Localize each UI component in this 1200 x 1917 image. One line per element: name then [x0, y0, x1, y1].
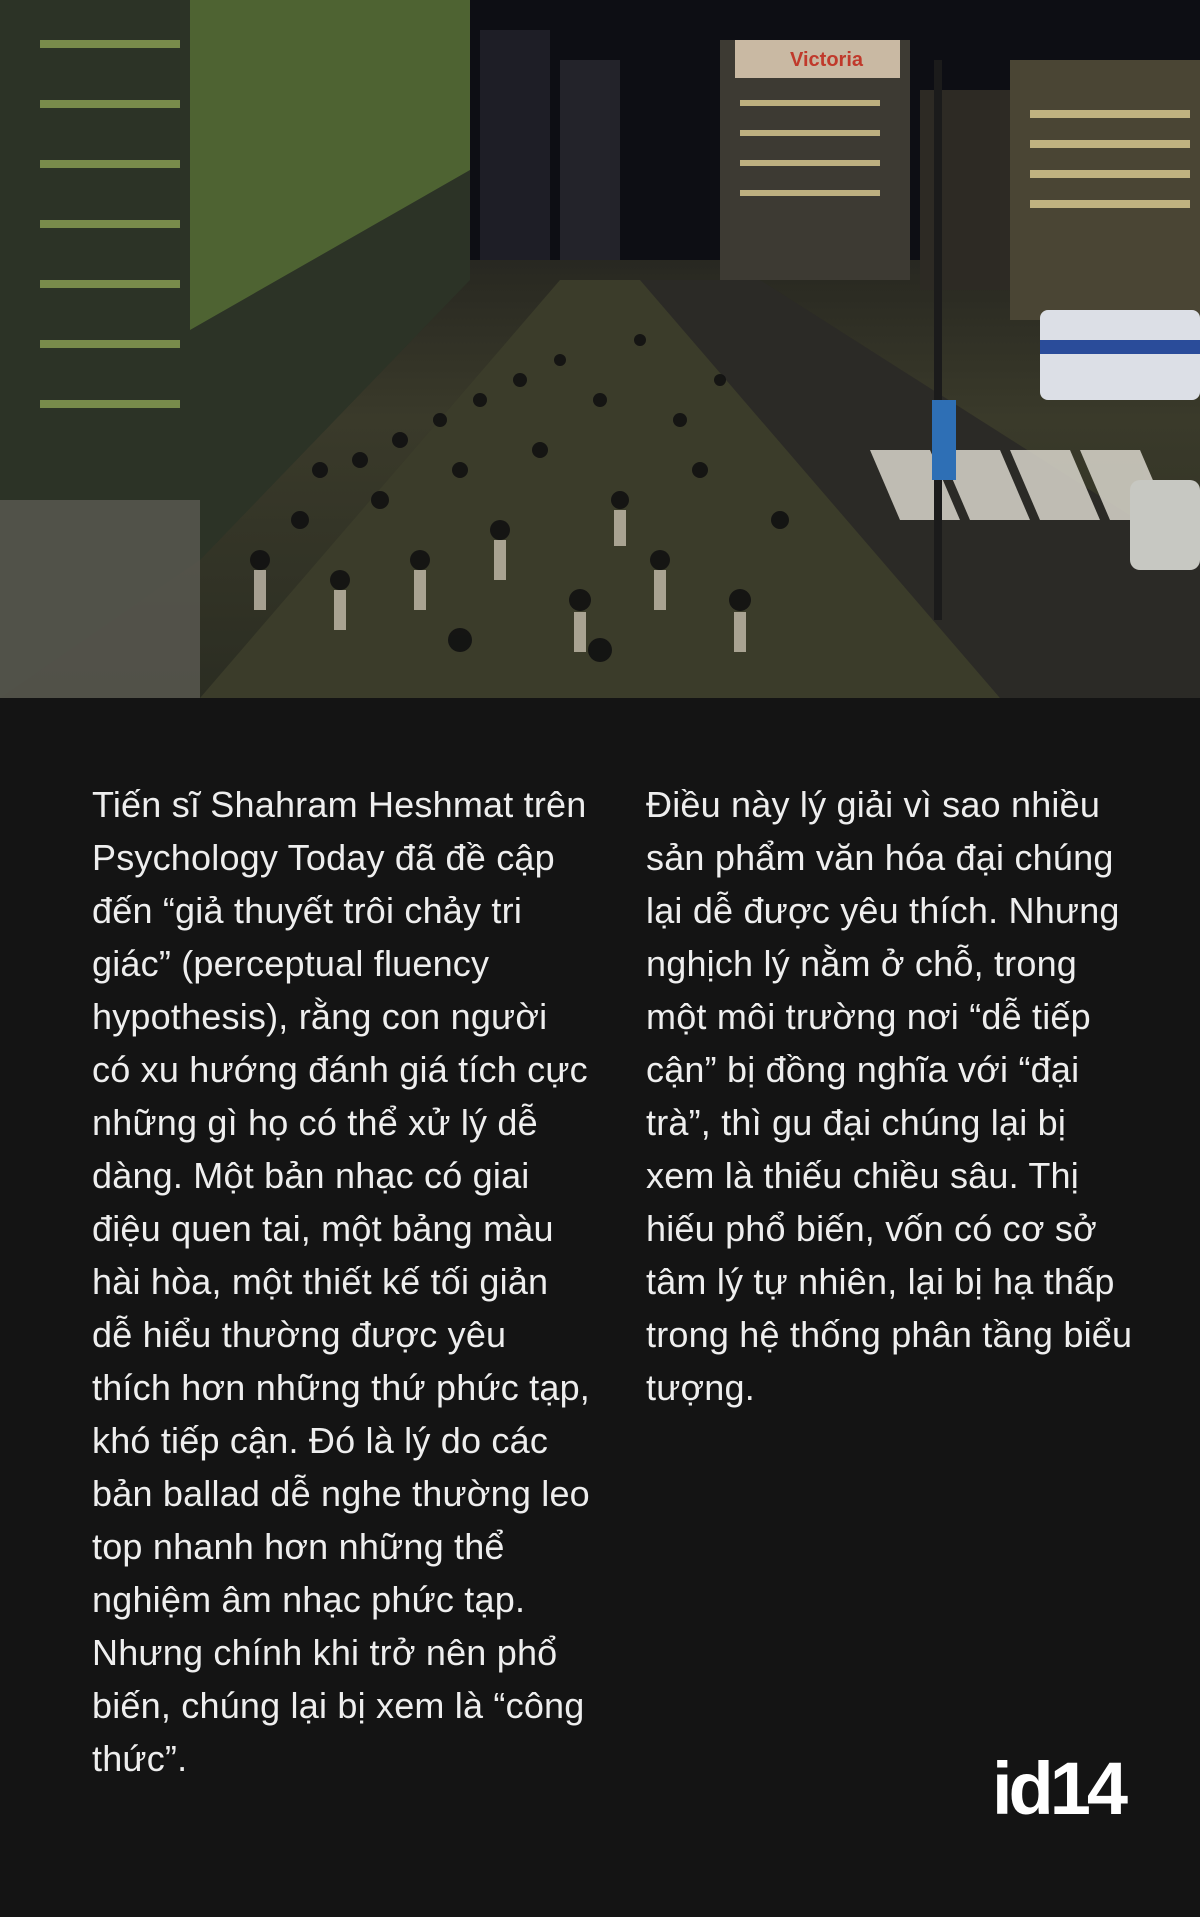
street-scene-illustration	[0, 0, 1200, 698]
id14-logo	[992, 1752, 1142, 1824]
article-paragraph-right: Điều này lý giải vì sao nhiều sản phẩm văn hóa đại chúng lại dễ được yêu thích. Nhưng nghịch lý nằm ở chỗ, trong một môi trường nơi “dễ tiếp cận” bị đồng nghĩa với “đại trà”, thì gu đại chúng lại bị xem là thiếu chiều sâu. Thị hiếu phổ biến, vốn có cơ sở tâm lý tự nhiên, lại bị hạ thấp trong hệ thống phân tầng biểu tượng.	[646, 784, 1133, 1408]
street-crowd-photo	[0, 0, 1200, 698]
victoria-sign: Victoria	[790, 49, 863, 71]
id14-logo-text: id14	[992, 1752, 1125, 1824]
article-paragraph-left: Tiến sĩ Shahram Heshmat trên Psychology Today đã đề cập đến “giả thuyết trôi chảy tri giác” (perceptual fluency hypothesis), rằng con người có xu hướng đánh giá tích cực những gì họ có thể xử lý dễ dàng. Một bản nhạc có giai điệu quen tai, một bảng màu hài hòa, một thiết kế tối giản dễ hiểu thường được yêu thích hơn những thứ phức tạp, khó tiếp cận. Đó là lý do các bản ballad dễ nghe thường leo top nhanh hơn những thể nghiệm âm nhạc phức tạp. Nhưng chính khi trở nên phổ biến, chúng lại bị xem là “công thức”.	[92, 784, 591, 1779]
